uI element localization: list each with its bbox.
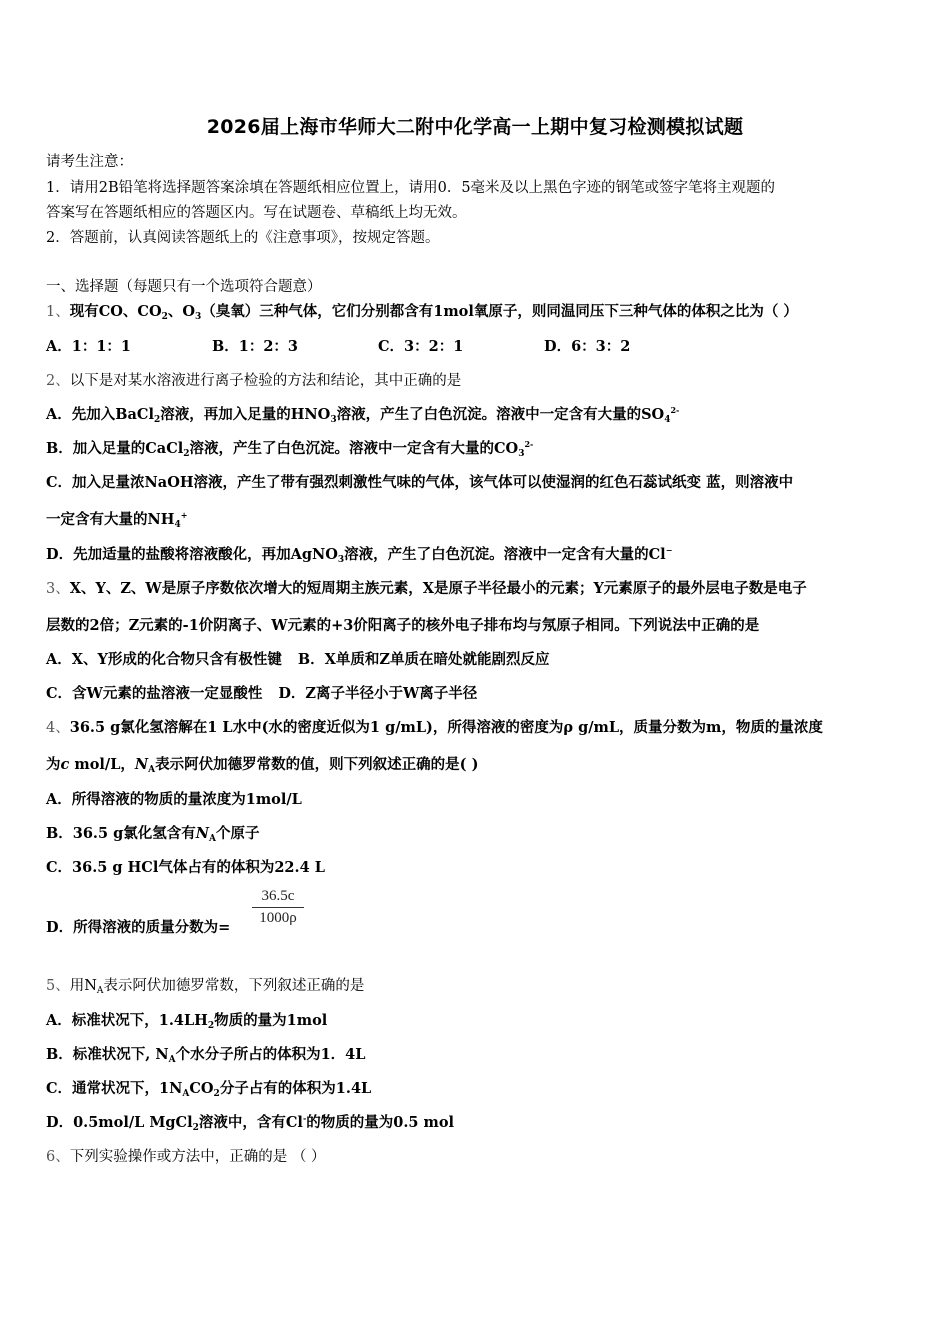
formula-denominator: 1000ρ [259, 910, 297, 926]
option-a: A．X、Y形成的化合物只含有极性键 [46, 651, 282, 668]
question-2-stem: 2、以下是对某水溶液进行离子检验的方法和结论，其中正确的是 [46, 373, 462, 389]
question-number: 3、 [46, 581, 70, 597]
question-number: 4、 [46, 720, 70, 736]
option-b: B．1：2：3 [212, 338, 299, 355]
question-2-option-b: B．加入足量的CaCl$_2$溶液，产生了白色沉淀。溶液中一定含有大量的$CO_3^{2-}$ [46, 439, 534, 459]
question-1-options [46, 337, 630, 357]
question-5-option-b: B．标准状况下, $N_A$个水分子所占的体积为1．4L [46, 1046, 366, 1065]
question-number: 6、 [46, 1149, 70, 1165]
question-number: 5、 [46, 978, 70, 994]
question-4-option-c: C．36.5 g HCl气体占有的体积为22.4 L [46, 859, 325, 876]
question-1-stem: 1、现有CO、$CO_2$、$O_3$（臭氧）三种气体，它们分别都含有1mol氧原子，则同温同压下三种气体的体积之比为（ ） [46, 303, 798, 322]
option-c: C．3：2：1 [378, 338, 464, 355]
option-d: D．Z离子半径小于W离子半径 [278, 685, 478, 702]
question-4-stem-line-2: 为c mol/L，$N_A$表示阿伏加德罗常数的值，则下列叙述正确的是( ) [46, 756, 479, 775]
question-5-option-d: D．0.5mol/L MgCl$_2$溶液中，含有Cl-的物质的量为0.5 mol [46, 1113, 455, 1133]
question-5-option-c: C．通常状况下，$1N_ACO_2$分子占有的体积为1.4L [46, 1080, 372, 1099]
formula-numerator: 36.5c [252, 888, 304, 908]
section-heading: 一、选择题（每题只有一个选项符合题意） [46, 279, 322, 295]
question-6-stem: 6、下列实验操作或方法中，正确的是 （ ） [46, 1149, 326, 1165]
question-number: 2、 [46, 373, 70, 389]
option-d: D．6：3：2 [544, 338, 631, 355]
question-3-stem-line-1: 3、X、Y、Z、W是原子序数依次增大的短周期主族元素，X是原子半径最小的元素；Y元素原子的最外层电子数是电子 [46, 580, 807, 597]
question-4-option-b: B．36.5 g氯化氢含有$N_A$个原子 [46, 825, 260, 844]
option-c: C．含W元素的盐溶液一定显酸性 [46, 685, 263, 702]
question-4-option-a: A．所得溶液的物质的量浓度为1mol/L [46, 791, 302, 808]
notice-item-1-line-1: 1．请用2B铅笔将选择题答案涂填在答题纸相应位置上，请用0．5毫米及以上黑色字迹的钢笔或签字笔将主观题的 [46, 180, 776, 196]
question-4-option-d: D．所得溶液的质量分数为= [46, 919, 231, 936]
question-5-stem: 5、用$N_A$表示阿伏加德罗常数，下列叙述正确的是 [46, 978, 365, 996]
question-3-options-ab [46, 650, 549, 670]
question-2-option-d: D．先加适量的盐酸将溶液酸化，再加AgNO$_3$溶液，产生了白色沉淀。溶液中一定含有大量的Cl− [46, 545, 673, 565]
question-2-option-c-line-2: 一定含有大量的$NH_4^+$ [46, 510, 188, 530]
option-b: B．X单质和Z单质在暗处就能剧烈反应 [297, 651, 550, 668]
question-5-option-a: A．标准状况下，$1.4LH_2$物质的量为1mol [46, 1012, 328, 1031]
question-2-option-c-line-1: C．加入足量浓NaOH溶液，产生了带有强烈刺激性气味的气体，该气体可以使湿润的红色石蕊试纸变 蓝，则溶液中 [46, 474, 794, 491]
question-4-stem-line-1: 4、36.5 g氯化氢溶解在1 L水中(水的密度近似为1 g/mL)，所得溶液的密度为ρ g/mL，质量分数为m，物质的量浓度 [46, 719, 823, 736]
option-a: A．1：1：1 [46, 338, 132, 355]
notice-item-1-line-2: 答案写在答题纸相应的答题区内。写在试题卷、草稿纸上均无效。 [46, 205, 467, 221]
exam-title: 2026届上海市华师大二附中化学高一上期中复习检测模拟试题 [206, 116, 744, 138]
question-3-stem-line-2: 层数的2倍；Z元素的-1价阴离子、W元素的+3价阳离子的核外电子排布均与氖原子相同。下列说法中正确的是 [46, 617, 760, 634]
question-number: 1、 [46, 304, 70, 320]
notice-item-2: 2．答题前，认真阅读答题纸上的《注意事项》，按规定答题。 [46, 230, 440, 246]
notice-header: 请考生注意： [46, 154, 133, 170]
question-3-options-cd [46, 684, 477, 704]
mass-fraction-formula [252, 888, 304, 927]
question-2-option-a: A．先加入BaCl$_2$溶液，再加入足量的$HNO_3$溶液，产生了白色沉淀。溶液中一定含有大量的$SO_4^{2-}$ [46, 405, 680, 425]
